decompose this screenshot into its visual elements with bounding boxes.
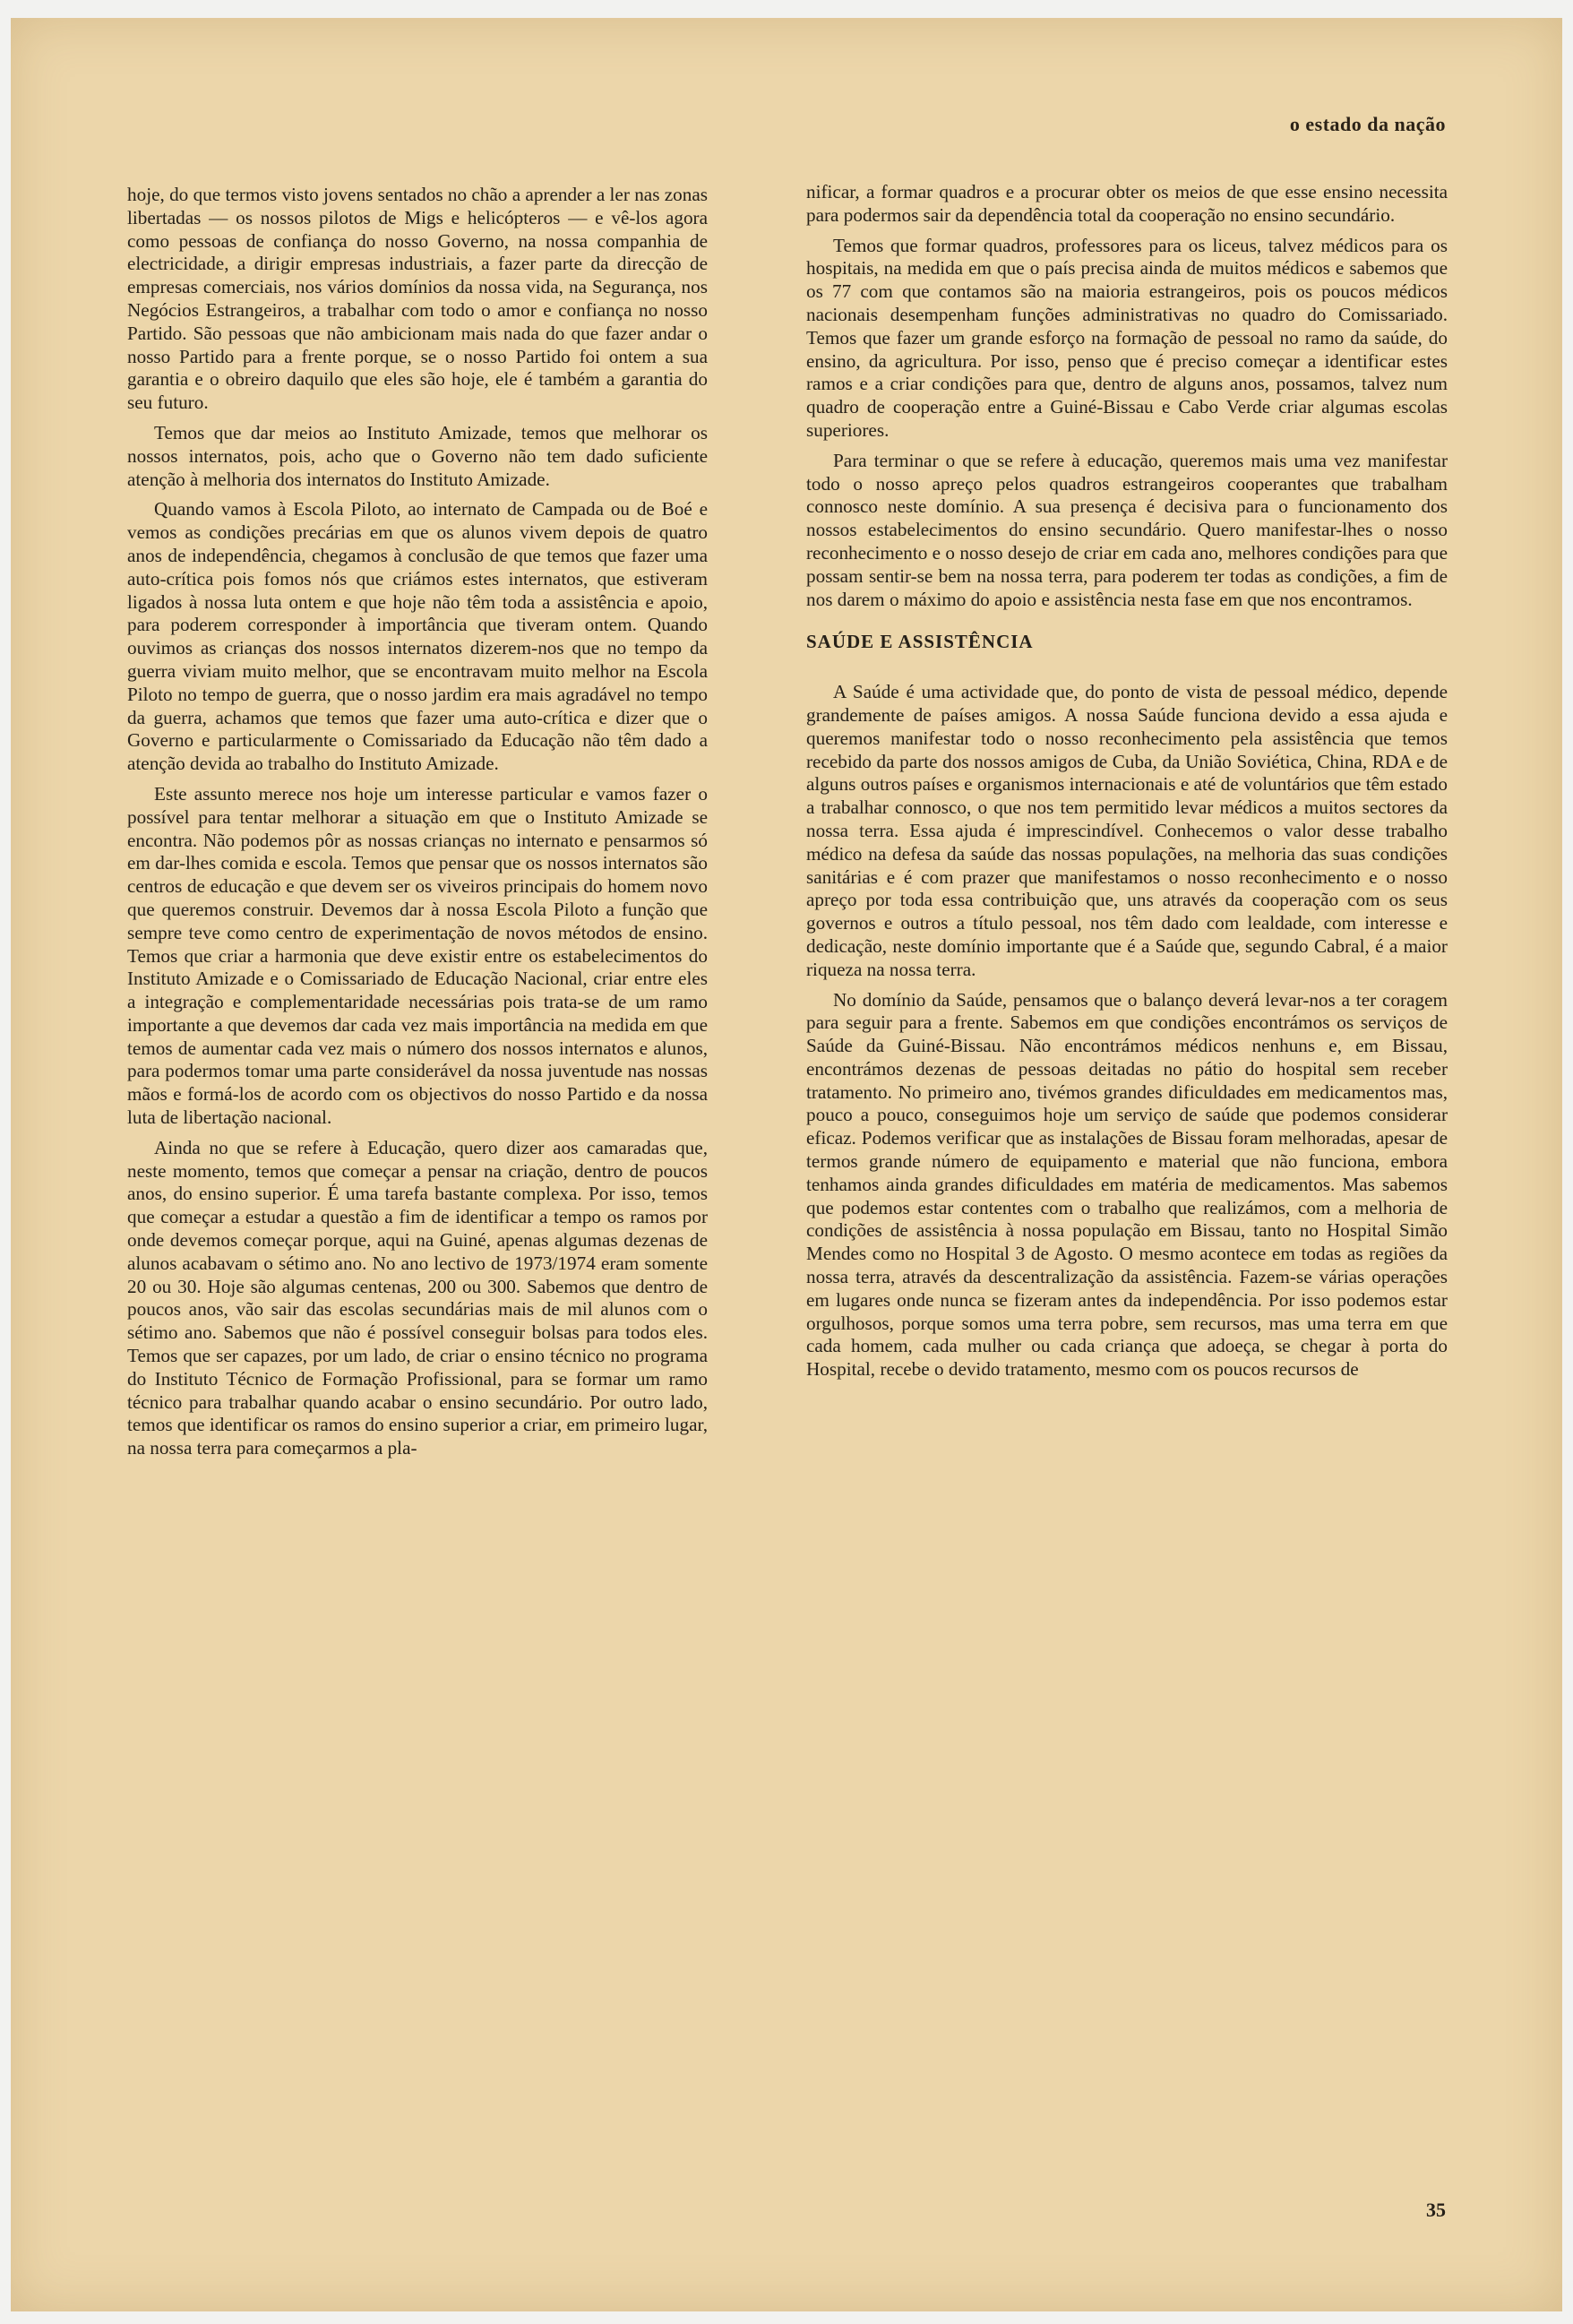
paragraph: hoje, do que termos visto jovens sentados no chão a aprender a ler nas zonas libertadas — os nossos pilotos de Migs e helicópteros — e vê-los agora como pessoas de confiança do nosso Governo, na nossa companhia de electricidade, a dirigir empresas industriais, a fazer parte da direcção de empresas comerciais, nos vários domínios da nossa vida, na Segurança, nos Negócios Estrangeiros, a trabalhar com todo o amor e confiança no nosso Partido. São pessoas que não ambicionam mais nada do que fazer andar o nosso Partido para a frente porque, se o nosso Partido foi ontem a sua garantia e o obreiro daquilo que eles são hoje, ele é também a garantia do seu futuro. [127, 184, 708, 414]
right-column [806, 181, 1448, 1389]
paragraph: A Saúde é uma actividade que, do ponto de vista de pessoal médico, depende grandemente de países amigos. A nossa Saúde funciona devido a essa ajuda e queremos manifestar todo o nosso reconhecimento pela assistência que temos recebido da parte dos nossos amigos de Cuba, da União Soviética, China, RDA e de alguns outros países e organismos internacionais e até de voluntários que têm estado a trabalhar connosco, o que nos tem permitido levar médicos a muitos sectores da nossa terra. Essa ajuda é imprescindível. Conhecemos o valor desse trabalho médico na defesa da saúde das nossas populações, na melhoria das suas condições sanitárias e é com prazer que manifestamos o nosso reconhecimento e o nosso apreço por toda essa contribuição que, uns através da cooperação com os seus governos e outros a título pessoal, nos têm dado com lealdade, com interesse e dedicação, neste domínio importante que é a Saúde que, segundo Cabral, é a maior riqueza na nossa terra. [806, 681, 1448, 980]
running-header: o estado da nação [1289, 113, 1446, 135]
page-number: 35 [1426, 2199, 1446, 2221]
paragraph: Ainda no que se refere à Educação, quero dizer aos camaradas que, neste momento, temos que começar a pensar na criação, dentro de poucos anos, do ensino superior. É uma tarefa bastante complexa. Por isso, temos que começar a estudar a questão a fim de identificar a tempo os ramos por onde devemos começar porque, aqui na Guiné, apenas algumas dezenas de alunos acabavam o sétimo ano. No ano lectivo de 1973/1974 eram somente 20 ou 30. Hoje são algumas centenas, 200 ou 300. Sabemos que dentro de poucos anos, vão sair das escolas secundárias mais de mil alunos com o sétimo ano. Sabemos que não é possível conseguir bolsas para todos eles. Temos que ser capazes, por um lado, de criar o ensino técnico no programa do Instituto Técnico de Formação Profissional, para se formar um ramo técnico para trabalhar quando acabar o ensino secundário. Por outro lado, temos que identificar os ramos do ensino superior a criar, em primeiro lugar, na nossa terra para começarmos a pla- [127, 1136, 708, 1459]
paragraph: No domínio da Saúde, pensamos que o balanço deverá levar-nos a ter coragem para seguir para a frente. Sabemos em que condições encontrámos os serviços de Saúde da Guiné-Bissau. Não encontrámos médicos nenhuns e, em Bissau, encontrámos dezenas de pessoas deitadas no pátio do hospital sem receber tratamento. No primeiro ano, tivémos grandes dificuldades em medicamentos mas, pouco a pouco, conseguimos hoje um serviço de saúde que podemos considerar eficaz. Podemos verificar que as instalações de Bissau foram melhoradas, apesar de termos grande número de equipamento e material que não funciona, embora tenhamos ainda grandes dificuldades em matéria de medicamentos. Mas sabemos que podemos estar contentes com o trabalho que realizámos, com a melhoria de condições de assistência à nossa população em Bissau, tanto no Hospital Simão Mendes como no Hospital 3 de Agosto. O mesmo acontece em todas as regiões da nossa terra, através da descentralização da assistência. Fazem-se várias operações em lugares onde nunca se fizeram antes da independência. Por isso podemos estar orgulhosos, porque somos uma terra pobre, sem recursos, mas uma terra em que cada homem, cada mulher ou cada criança que adoeça, se chegar à porta do Hospital, recebe o devido tratamento, mesmo com os poucos recursos de [806, 988, 1448, 1381]
paragraph: Temos que formar quadros, professores para os liceus, talvez médicos para os hospitais, na medida em que o país precisa ainda de muitos médicos e sabemos que os 77 com que contamos são na maioria estrangeiros, pois os poucos médicos nacionais desempenham funções administrativas no quadro do Comissariado. Temos que fazer um grande esforço na formação de pessoal no ramo da saúde, do ensino, da agricultura. Por isso, penso que é preciso começar a identificar estes ramos e a criar condições para que, dentro de alguns anos, possamos, talvez num quadro de cooperação entre a Guiné-Bissau e Cabo Verde criar algumas escolas superiores. [806, 234, 1448, 441]
paragraph: Quando vamos à Escola Piloto, ao internato de Campada ou de Boé e vemos as condições precárias em que os alunos vivem depois de quatro anos de independência, chegamos à conclusão de que temos que fazer uma auto-crítica pois fomos nós que criámos estes internatos, que estiveram ligados à nossa luta ontem e que hoje não têm toda a assistência e apoio, para poderem corresponder à importância que tiveram ontem. Quando ouvimos as crianças dos nossos internatos dizerem-nos que no tempo da guerra viviam muito melhor, que se encontravam muito melhor na Escola Piloto no tempo de guerra, que o nosso jardim era mais agradável no tempo da guerra, achamos que temos que fazer uma auto-crítica e dizer que o Governo e particularmente o Comissariado da Educação não têm dado a atenção devida ao trabalho do Instituto Amizade. [127, 498, 708, 775]
paragraph: nificar, a formar quadros e a procurar obter os meios de que esse ensino necessita para podermos sair da dependência total da cooperação no ensino secundário. [806, 181, 1448, 226]
paragraph: Este assunto merece nos hoje um interesse particular e vamos fazer o possível para tentar melhorar a situação em que o Instituto Amizade se encontra. Não podemos pôr as nossas crianças no internato e pensarmos só em dar-lhes comida e escola. Temos que pensar que os nossos internatos são centros de educação e que devem ser os viveiros principais do homem novo que queremos construir. Devemos dar à nossa Escola Piloto a função que sempre teve como centro de experimentação de novos métodos de ensino. Temos que criar a harmonia que deve existir entre os estabelecimentos do Instituto Amizade e o Comissariado de Educação Nacional, criar entre eles a integração e complementaridade necessárias pois trata-se de um ramo importante a que devemos dar cada vez mais importância na medida em que temos de aumentar cada vez mais o número dos nossos internatos e alunos, para podermos tomar uma parte considerável da nossa juventude nas nossas mãos e formá-los de acordo com os objectivos do nosso Partido e da nossa luta de libertação nacional. [127, 782, 708, 1129]
section-heading: SAÚDE E ASSISTÊNCIA [806, 631, 1034, 653]
paragraph: Para terminar o que se refere à educação, queremos mais uma vez manifestar todo o nosso apreço pelos quadros estrangeiros cooperantes que trabalham connosco neste domínio. A sua presença é decisiva para o funcionamento dos nossos estabelecimentos do ensino secundário. Quero manifestar-lhes o nosso reconhecimento e o nosso desejo de criar em cada ano, melhores condições para que possam sentir-se bem na nossa terra, para poderem ter todas as condições, a fim de nos darem o máximo do apoio e assistência nesta fase em que nos encontramos. [806, 449, 1448, 610]
left-column [127, 184, 708, 1468]
paragraph: Temos que dar meios ao Instituto Amizade, temos que melhorar os nossos internatos, pois, acho que o Governo não tem dado suficiente atenção à melhoria dos internatos do Instituto Amizade. [127, 421, 708, 490]
page [11, 18, 1562, 2311]
